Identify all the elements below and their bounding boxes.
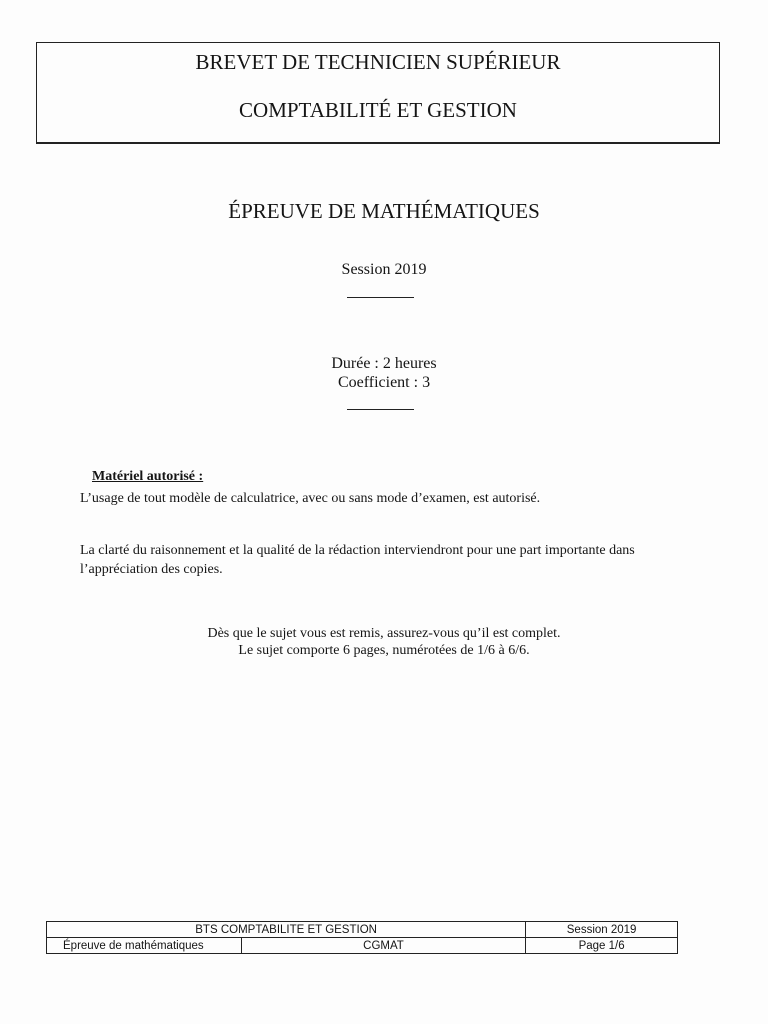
separator-rule-bottom <box>347 409 414 410</box>
separator-rule-top <box>347 297 414 298</box>
instructions-line-2: Le sujet comporte 6 pages, numérotées de 1/6 à 6/6. <box>238 643 530 658</box>
materiel-text: L’usage de tout modèle de calculatrice, avec ou sans mode d’examen, est autorisé. <box>80 491 541 506</box>
footer-table <box>46 921 678 954</box>
footer-row-2 <box>47 938 678 954</box>
footer-subject: Épreuve de mathématiques <box>47 938 242 954</box>
footer-exam-name: BTS COMPTABILITE ET GESTION <box>47 922 526 938</box>
header-box <box>36 42 720 144</box>
materiel-heading: Matériel autorisé : <box>92 469 204 484</box>
footer-code: CGMAT <box>241 938 525 954</box>
session-label: Session 2019 <box>341 261 427 278</box>
footer-row-1 <box>47 922 678 938</box>
footer-session: Session 2019 <box>526 922 678 938</box>
exam-title: ÉPREUVE DE MATHÉMATIQUES <box>228 199 540 223</box>
header-diploma-title: BREVET DE TECHNICIEN SUPÉRIEUR <box>195 50 561 74</box>
instructions-line-1: Dès que le sujet vous est remis, assurez-vous qu’il est complet. <box>207 626 561 641</box>
clarity-line-1: La clarté du raisonnement et la qualité de la rédaction interviendront pour une part importante dans <box>80 543 635 558</box>
coefficient-label: Coefficient : 3 <box>337 374 431 391</box>
duration-label: Durée : 2 heures <box>331 355 437 372</box>
footer-page-number: Page 1/6 <box>526 938 678 954</box>
clarity-line-2: l’appréciation des copies. <box>80 562 223 577</box>
header-specialty-title: COMPTABILITÉ ET GESTION <box>239 98 517 122</box>
